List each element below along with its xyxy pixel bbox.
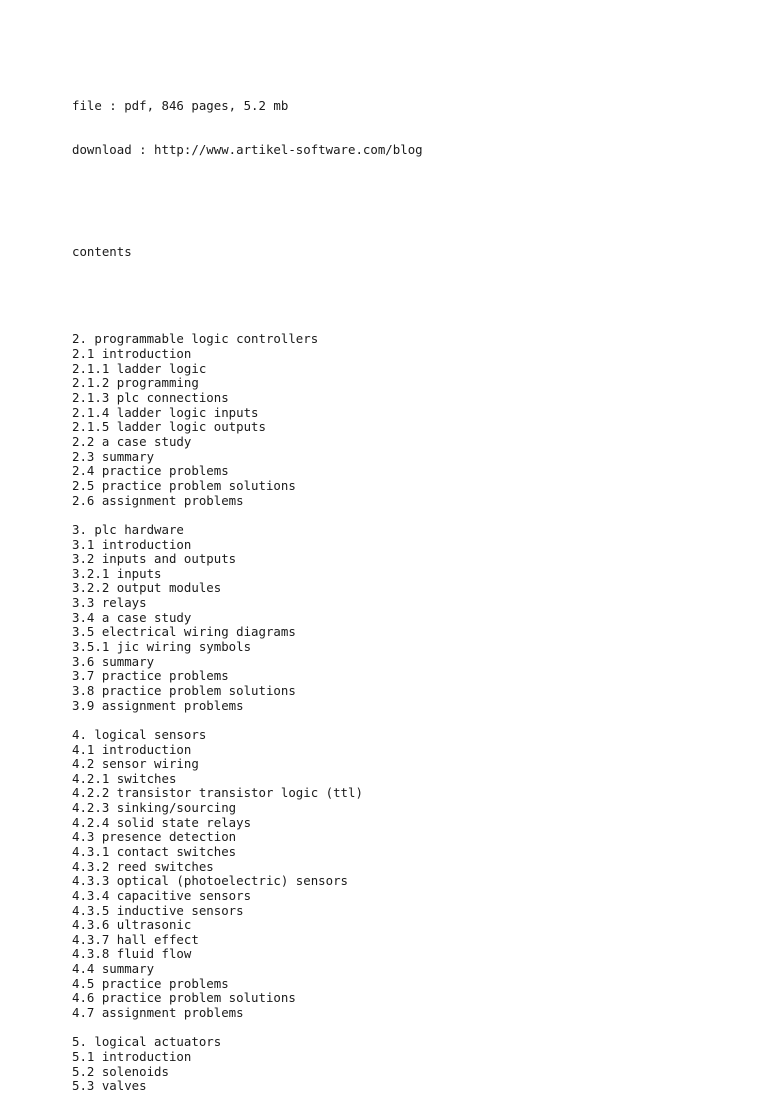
toc-item: 4.2.1 switches bbox=[72, 770, 177, 786]
toc-item: 2.1 introduction bbox=[72, 346, 192, 362]
toc-item: 4.3.7 hall effect bbox=[72, 931, 199, 947]
spacer bbox=[72, 1021, 732, 1036]
contents-heading: contents bbox=[72, 243, 132, 259]
toc-item: 4.2.2 transistor transistor logic (ttl) bbox=[72, 785, 363, 801]
toc-item: 3.2.2 output modules bbox=[72, 580, 222, 596]
document-page bbox=[72, 70, 732, 1109]
toc-item: 3.7 practice problems bbox=[72, 668, 229, 684]
toc-item: 3.5.1 jic wiring symbols bbox=[72, 638, 252, 654]
toc-section-title: 5. logical actuators bbox=[72, 1034, 222, 1050]
toc-item: 3.6 summary bbox=[72, 653, 155, 669]
toc-item: 3.4 a case study bbox=[72, 609, 192, 625]
file-info-line: file : pdf, 846 pages, 5.2 mb bbox=[72, 98, 289, 114]
toc-item: 2.1.5 ladder logic outputs bbox=[72, 419, 266, 435]
spacer bbox=[72, 508, 732, 523]
toc-item: 4.1 introduction bbox=[72, 741, 192, 757]
spacer bbox=[72, 713, 732, 728]
toc-item: 4.3 presence detection bbox=[72, 829, 237, 845]
toc-item: 3.5 electrical wiring diagrams bbox=[72, 624, 296, 640]
toc-item: 4.3.2 reed switches bbox=[72, 858, 214, 874]
download-info-line: download : http://www.artikel-software.com/blog bbox=[72, 142, 423, 158]
toc-item: 2.4 practice problems bbox=[72, 463, 229, 479]
toc-item: 2.1.3 plc connections bbox=[72, 390, 229, 406]
toc-item: 4.3.8 fluid flow bbox=[72, 946, 192, 962]
toc-item: 4.3.3 optical (photoelectric) sensors bbox=[72, 873, 349, 889]
toc-item: 2.1.1 ladder logic bbox=[72, 360, 207, 376]
toc-item: 3.3 relays bbox=[72, 595, 147, 611]
toc-item: 5.1 introduction bbox=[72, 1049, 192, 1065]
toc-item: 2.6 assignment problems bbox=[72, 492, 244, 508]
toc-item: 4.2 sensor wiring bbox=[72, 756, 199, 772]
toc-item: 3.8 practice problem solutions bbox=[72, 682, 296, 698]
toc-item: 4.2.4 solid state relays bbox=[72, 814, 252, 830]
toc-item: 2.2 a case study bbox=[72, 433, 192, 449]
toc-section-title: 4. logical sensors bbox=[72, 726, 207, 742]
toc-item: 5.2 solenoids bbox=[72, 1063, 169, 1079]
toc-item: 4.3.4 capacitive sensors bbox=[72, 887, 252, 903]
toc-item: 4.6 practice problem solutions bbox=[72, 990, 296, 1006]
spacer bbox=[72, 288, 732, 303]
toc-item: 3.1 introduction bbox=[72, 536, 192, 552]
toc-item: 2.5 practice problem solutions bbox=[72, 477, 296, 493]
toc-item: 2.3 summary bbox=[72, 448, 155, 464]
toc-item: 4.5 practice problems bbox=[72, 975, 229, 991]
toc-item: 4.4 summary bbox=[72, 961, 155, 977]
toc-section bbox=[72, 332, 732, 522]
toc-item: 4.3.5 inductive sensors bbox=[72, 902, 244, 918]
toc-item: 5.3 valves bbox=[72, 1078, 147, 1094]
toc-item: 2.1.4 ladder logic inputs bbox=[72, 404, 259, 420]
toc-section bbox=[72, 523, 732, 728]
toc-item: 3.2.1 inputs bbox=[72, 565, 162, 581]
toc-section-title: 3. plc hardware bbox=[72, 521, 184, 537]
toc-item: 4.2.3 sinking/sourcing bbox=[72, 800, 237, 816]
toc-item: 4.7 assignment problems bbox=[72, 1005, 244, 1021]
table-of-contents bbox=[72, 332, 732, 1093]
toc-item: 3.9 assignment problems bbox=[72, 697, 244, 713]
spacer bbox=[72, 187, 732, 215]
toc-section bbox=[72, 1035, 732, 1094]
toc-section-title: 2. programmable logic controllers bbox=[72, 331, 319, 347]
toc-item: 2.1.2 programming bbox=[72, 375, 199, 391]
toc-section bbox=[72, 728, 732, 1036]
toc-item: 3.2 inputs and outputs bbox=[72, 551, 237, 567]
toc-item: 4.3.1 contact switches bbox=[72, 844, 237, 859]
toc-item: 4.3.6 ultrasonic bbox=[72, 917, 192, 933]
